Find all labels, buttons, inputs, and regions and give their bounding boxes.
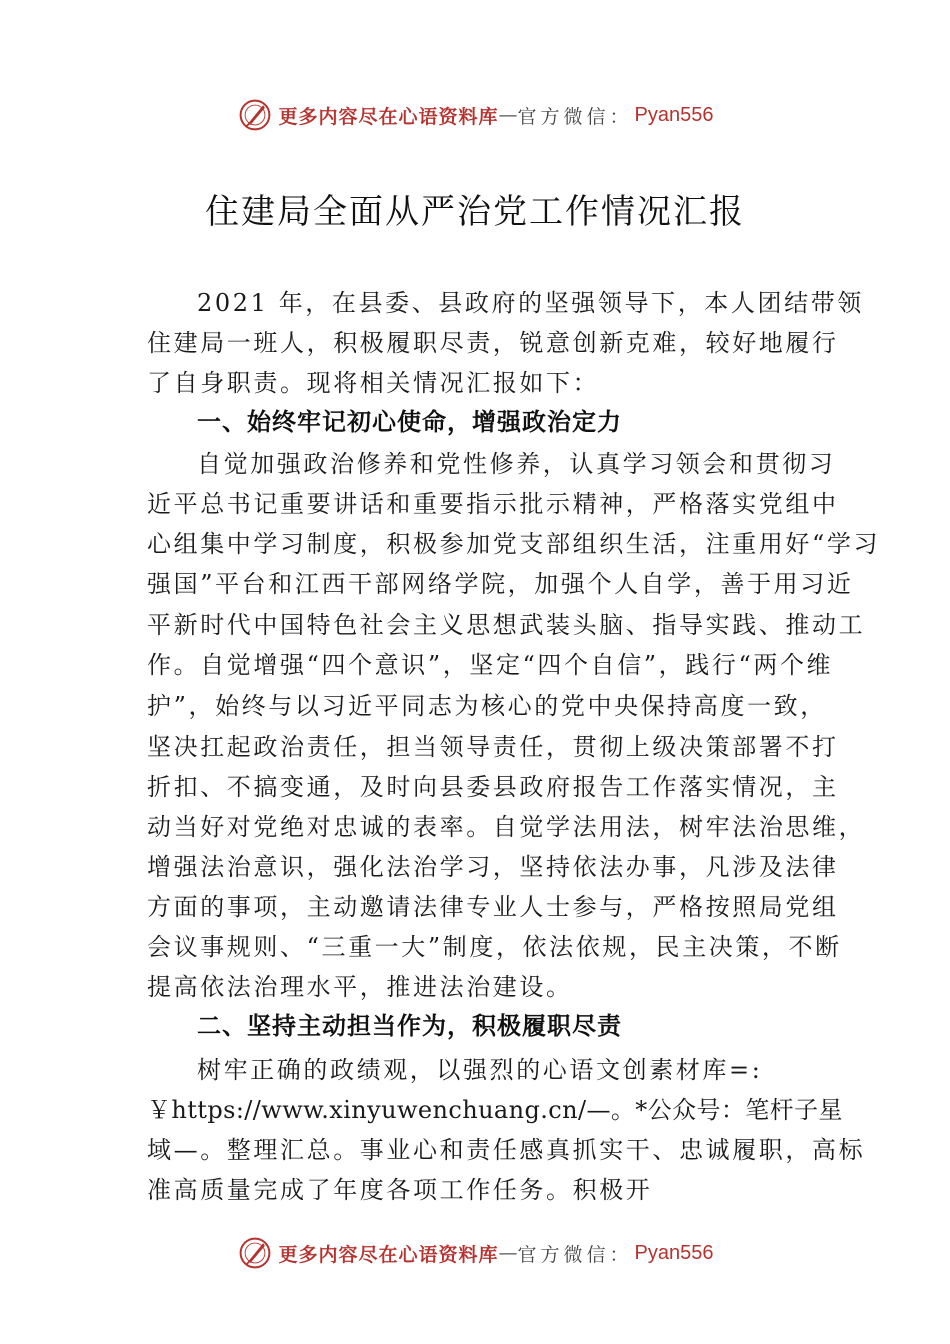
section1-line: 护”，始终与以习近平同志为核心的党中央保持高度一致， bbox=[147, 692, 827, 720]
section2-line: ￥https://www.xinyuwenchuang.cn/—。*公众号：笔杆子星 bbox=[147, 1096, 843, 1124]
banner-wechat-id: Pyan556 bbox=[634, 1241, 714, 1264]
section1-line: 增强法治意识，强化法治学习，坚持依法办事，凡涉及法律 bbox=[147, 853, 839, 881]
section1-line: 强国”平台和江西干部网络学院，加强个人自学，善于用习近 bbox=[147, 570, 854, 598]
section1-line: 动当好对党绝对忠诚的表率。自觉学法用法，树牢法治思维， bbox=[147, 813, 866, 841]
intro-line: 住建局一班人，积极履职尽责，锐意创新克难，较好地履行 bbox=[147, 329, 839, 357]
banner-wechat-id: Pyan556 bbox=[634, 103, 714, 126]
quill-seal-logo-icon bbox=[237, 97, 273, 133]
section1-line: 近平总书记重要讲话和重要指示批示精神，严格落实党组中 bbox=[147, 490, 839, 518]
section1-line: 坚决扛起政治责任，担当领导责任，贯彻上级决策部署不打 bbox=[147, 733, 839, 761]
section2-line: 树牢正确的政绩观，以强烈的心语文创素材库=: bbox=[197, 1056, 763, 1084]
banner-separator: — bbox=[498, 104, 518, 126]
banner-wechat-label: 官方微信： bbox=[517, 105, 633, 128]
section1-line: 方面的事项，主动邀请法律专业人士参与，严格按照局党组 bbox=[147, 893, 839, 921]
section-heading-1: 一、始终牢记初心使命，增强政治定力 bbox=[197, 408, 622, 436]
section-heading-2: 二、坚持主动担当作为，积极履职尽责 bbox=[197, 1012, 622, 1040]
quill-seal-logo-icon bbox=[237, 1235, 273, 1271]
document-title: 住建局全面从严治党工作情况汇报 bbox=[205, 192, 745, 232]
section1-line: 平新时代中国特色社会主义思想武装头脑、指导实践、推动工 bbox=[147, 611, 866, 639]
section1-line: 心组集中学习制度，积极参加党支部组织生活，注重用好“学习 bbox=[147, 530, 881, 558]
section1-line: 会议事规则、“三重一大”制度，依法依规，民主决策，不断 bbox=[147, 933, 842, 961]
section1-line: 折扣、不搞变通，及时向县委县政府报告工作落实情况，主 bbox=[147, 773, 839, 801]
header-watermark-banner bbox=[0, 93, 950, 137]
section1-line: 自觉加强政治修养和党性修养，认真学习领会和贯彻习 bbox=[197, 450, 836, 478]
intro-line: 了自身职责。现将相关情况汇报如下： bbox=[147, 369, 600, 397]
banner-brand-text: 更多内容尽在心语资料库 bbox=[278, 1243, 499, 1266]
section2-line: 准高质量完成了年度各项工作任务。积极开 bbox=[147, 1176, 653, 1204]
intro-line: 2021 年，在县委、县政府的坚强领导下，本人团结带领 bbox=[197, 289, 864, 317]
section1-line: 提高依法治理水平，推进法治建设。 bbox=[147, 973, 573, 1001]
banner-brand-text: 更多内容尽在心语资料库 bbox=[278, 105, 499, 128]
section1-line: 作。自觉增强“四个意识”，坚定“四个自信”，践行“两个维 bbox=[147, 651, 834, 679]
footer-watermark-banner bbox=[0, 1231, 950, 1275]
banner-separator: — bbox=[498, 1242, 518, 1264]
banner-wechat-label: 官方微信： bbox=[517, 1243, 633, 1266]
section2-line: 域—。整理汇总。事业心和责任感真抓实干、忠诚履职，高标 bbox=[147, 1136, 866, 1164]
